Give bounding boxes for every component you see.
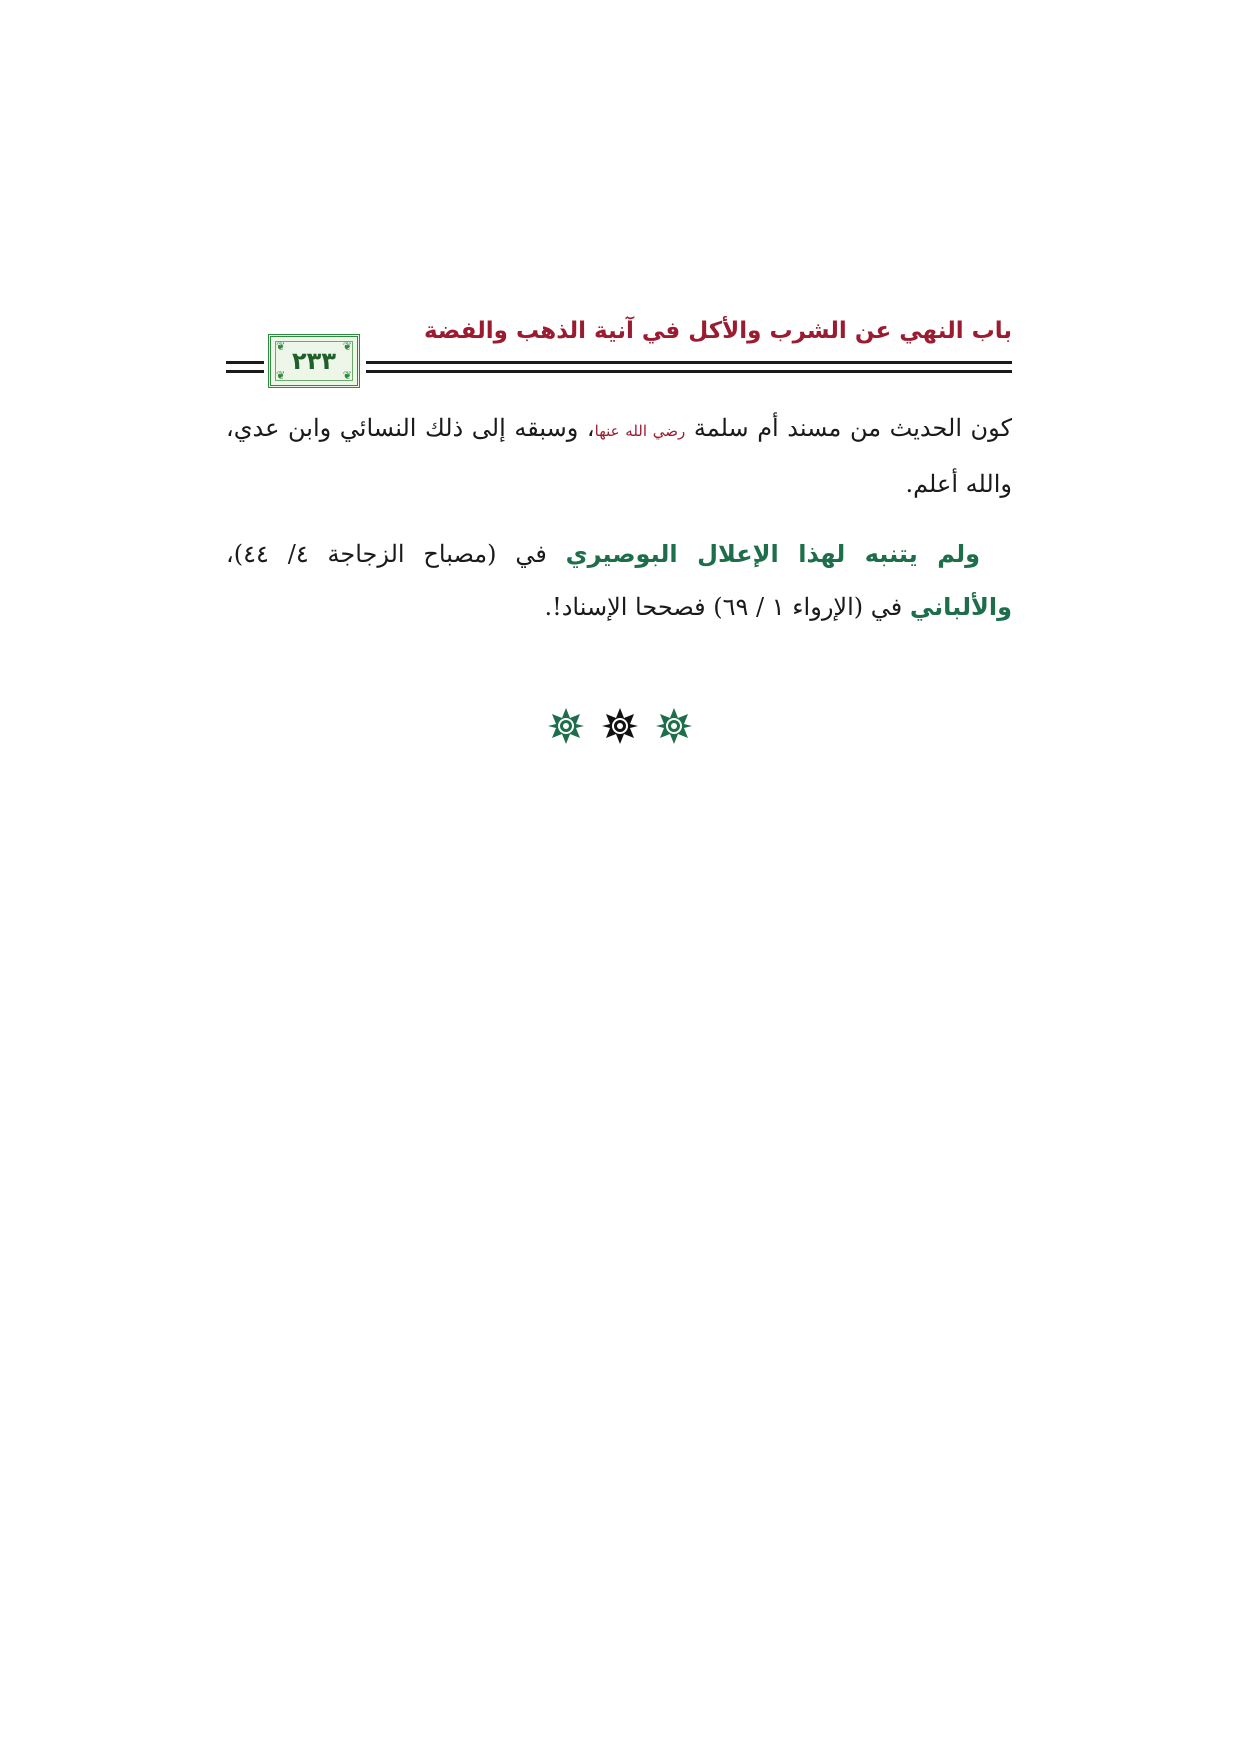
black-flower-icon <box>600 706 640 746</box>
corner-ornament-icon: ❦ <box>276 340 286 353</box>
highlight-albani: والألباني <box>909 593 1012 621</box>
honorific-glyph: رضي الله عنها <box>594 422 686 440</box>
corner-ornament-icon: ❦ <box>342 369 352 382</box>
header-rule-left-top <box>226 361 264 364</box>
page-number-badge <box>268 334 360 388</box>
header-rule-right-bottom <box>366 370 1012 373</box>
header-rule-left-bottom <box>226 370 264 373</box>
section-divider-ornaments <box>520 706 720 746</box>
paragraph-2 <box>226 528 1012 634</box>
page-number: ٢٣٣ <box>292 347 336 375</box>
header-rule-right-top <box>366 361 1012 364</box>
paragraph-2-text-mid: في (مصباح الزجاجة ٤/ ٤٤)، <box>226 540 566 568</box>
highlight-busiri: ولم يتنبه لهذا الإعلال البوصيري <box>565 540 981 568</box>
paragraph-1 <box>226 402 1012 511</box>
chapter-title: باب النهي عن الشرب والأكل في آنية الذهب والفضة <box>423 318 1012 344</box>
paragraph-1-text-before: كون الحديث من مسند أم سلمة <box>685 414 1013 442</box>
green-flower-icon <box>654 706 694 746</box>
corner-ornament-icon: ❦ <box>342 340 352 353</box>
paragraph-2-text-end: في (الإرواء ١ / ٦٩) فصححا الإسناد!. <box>544 593 910 621</box>
green-flower-icon <box>546 706 586 746</box>
paragraph-1-text-after: ، وسبقه إلى ذلك النسائي وابن عدي، والله أعلم. <box>226 414 1012 498</box>
corner-ornament-icon: ❦ <box>276 369 286 382</box>
